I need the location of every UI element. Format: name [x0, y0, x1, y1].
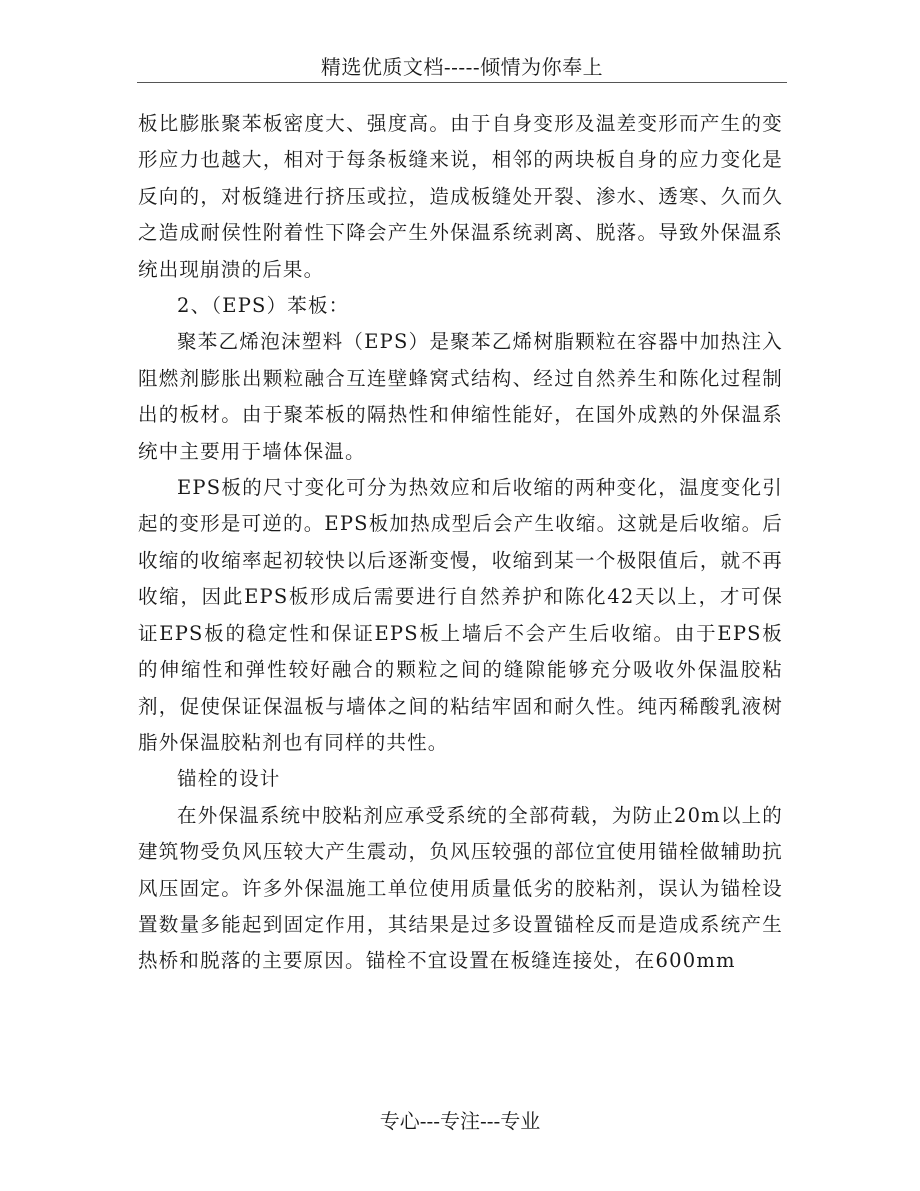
page-footer	[0, 1106, 920, 1136]
section-heading-anchor-design: 锚栓的设计	[177, 767, 281, 791]
paragraph-eps-definition: 聚苯乙烯泡沫塑料（EPS）是聚苯乙烯树脂颗粒在容器中加热注入阻燃剂膨胀出颗粒融合互连壁蜂窝式结构、经过自然养生和陈化过程制出的板材。由于聚苯板的隔热性和伸缩性能好，在国外成熟的外保温系统中主要用于墙体保温。	[138, 330, 783, 463]
paragraph-anchor-design: 在外保温系统中胶粘剂应承受系统的全部荷载，为防止20m以上的建筑物受负风压较大产生震动，负风压较强的部位宜使用锚栓做辅助抗风压固定。许多外保温施工单位使用质量低劣的胶粘剂，误认为锚栓设置数量多能起到固定作用，其结果是过多设置锚栓反而是造成系统产生热桥和脱落的主要原因。锚栓不宜设置在板缝连接处，在600mm	[138, 803, 783, 973]
paragraph-eps-shrinkage: EPS板的尺寸变化可分为热效应和后收缩的两种变化，温度变化引起的变形是可逆的。EPS板加热成型后会产生收缩。这就是后收缩。后收缩的收缩率起初较快以后逐渐变慢，收缩到某一个极限值后，就不再收缩，因此EPS板形成后需要进行自然养护和陈化42天以上，才可保证EPS板的稳定性和保证EPS板上墙后不会产生后收缩。由于EPS板的伸缩性和弹性较好融合的颗粒之间的缝隙能够充分吸收外保温胶粘剂，促使保证保温板与墙体之间的粘结牢固和耐久性。纯丙稀酸乳液树脂外保温胶粘剂也有同样的共性。	[138, 476, 783, 754]
page-header	[137, 52, 787, 83]
header-title: 精选优质文档-----倾情为你奉上	[320, 55, 604, 79]
section-heading-eps-board: 2、（EPS）苯板：	[177, 294, 350, 318]
footer-text: 专心---专注---专业	[379, 1109, 541, 1133]
document-body	[138, 106, 783, 980]
paragraph-continuation: 板比膨胀聚苯板密度大、强度高。由于自身变形及温差变形而产生的变形应力也越大，相对于每条板缝来说，相邻的两块板自身的应力变化是反向的，对板缝进行挤压或拉，造成板缝处开裂、渗水、透寒、久而久之造成耐侯性附着性下降会产生外保温系统剥离、脱落。导致外保温系统出现崩溃的后果。	[138, 112, 783, 281]
